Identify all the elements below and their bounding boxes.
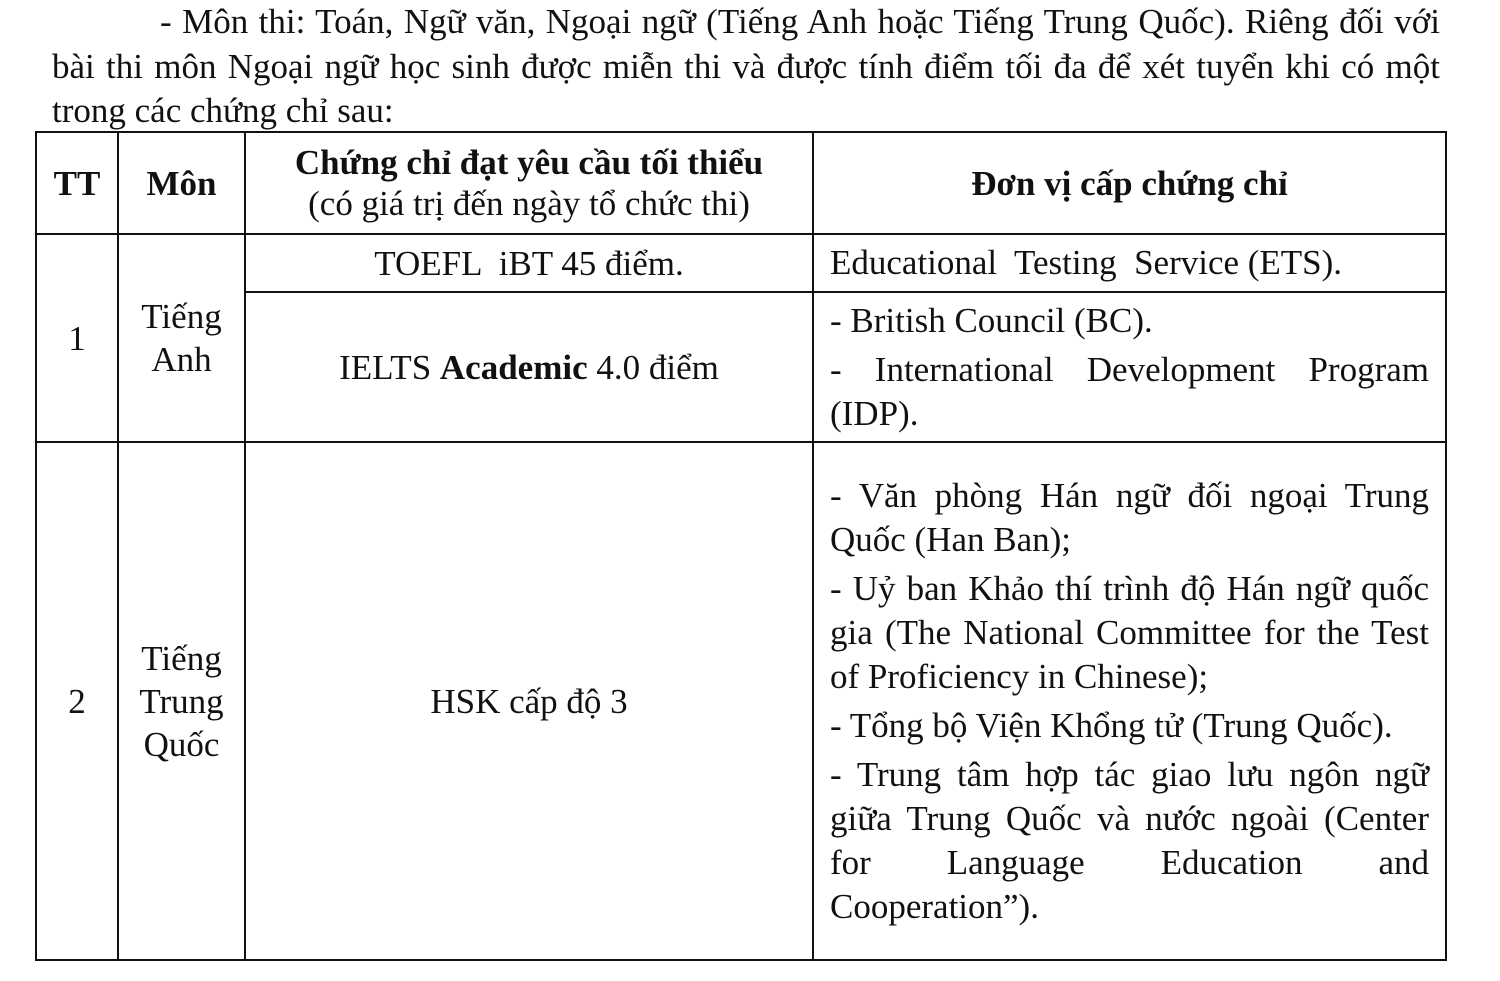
header-tt: TT: [36, 132, 118, 234]
cell-issuer: [813, 234, 1446, 292]
table-row: [36, 234, 1446, 292]
cell-certificate: [245, 292, 813, 442]
header-cert: [245, 132, 813, 234]
table-row: [36, 292, 1446, 442]
certificate-table: [35, 131, 1447, 961]
intro-paragraph: [52, 0, 1440, 134]
cert-bold: Academic: [439, 347, 588, 387]
issuer-item: - Uỷ ban Khảo thí trình độ Hán ngữ quốc gia (The National Committee for the Test of Proficiency in Chinese);: [830, 568, 1429, 696]
issuer-item: - International Development Program (IDP).: [830, 349, 1429, 433]
subject-line: Tiếng: [141, 638, 222, 678]
cell-tt: 2: [36, 442, 118, 960]
table-row: [36, 442, 1446, 960]
issuer-item: - Văn phòng Hán ngữ đối ngoại Trung Quốc (Han Ban);: [830, 475, 1429, 559]
cert-suffix: 4.0 điểm: [587, 347, 719, 387]
cell-issuer: [813, 292, 1446, 442]
cell-subject: [118, 234, 245, 442]
subject-line: Quốc: [143, 724, 220, 764]
issuer-item: - British Council (BC).: [830, 300, 1153, 340]
cert-prefix: IELTS: [339, 347, 440, 387]
issuer-item: Educational Testing Service (ETS).: [830, 243, 1343, 282]
header-row: [36, 132, 1446, 234]
cell-subject: [118, 442, 245, 960]
subject-line: Trung: [139, 681, 224, 721]
header-cert-title: Chứng chỉ đạt yêu cầu tối thiểu: [294, 143, 764, 182]
issuer-item: - Tổng bộ Viện Khổng tử (Trung Quốc).: [830, 705, 1393, 745]
cell-certificate: TOEFL iBT 45 điểm.: [245, 234, 813, 292]
cell-tt: 1: [36, 234, 118, 442]
header-issuer: Đơn vị cấp chứng chỉ: [813, 132, 1446, 234]
subject-line: Anh: [151, 340, 212, 379]
cell-issuer: [813, 442, 1446, 960]
subject-line: Tiếng: [141, 297, 222, 336]
issuer-item: - Trung tâm hợp tác giao lưu ngôn ngữ giữa Trung Quốc và nước ngoài (Center for Language Education and Cooperation”).: [830, 754, 1429, 926]
intro-text: - Môn thi: Toán, Ngữ văn, Ngoại ngữ (Tiếng Anh hoặc Tiếng Trung Quốc). Riêng đối với bài thi môn Ngoại ngữ học sinh được miễn thi và được tính điểm tối đa để xét tuyển khi có một trong các chứng chỉ sau:: [52, 2, 1440, 130]
cell-certificate: HSK cấp độ 3: [245, 442, 813, 960]
header-cert-sub: (có giá trị đến ngày tổ chức thi): [308, 184, 750, 223]
header-mon: Môn: [118, 132, 245, 234]
